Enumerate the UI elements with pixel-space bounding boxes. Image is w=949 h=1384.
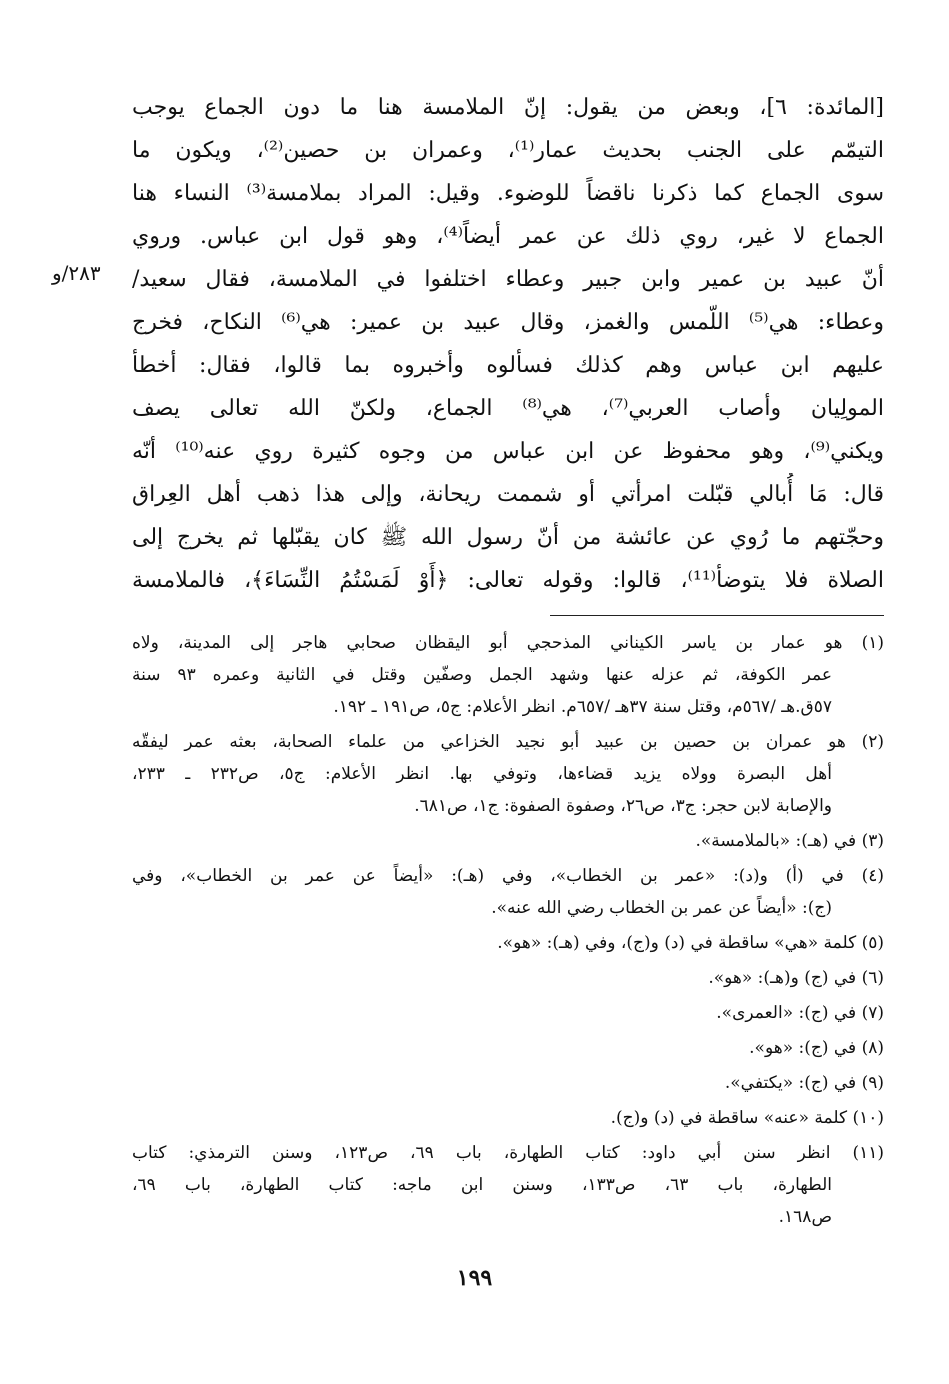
footnote-continuation: عمر الكوفة، ثم عزله عنها وشهد الجمل وصفّين وقتل في الثانية وعمره ٩٣ سنة: [132, 665, 832, 685]
footnote-continuation: الطهارة، باب ٦٣، ص١٣٣، وسنن ابن ماجه: كتاب الطهارة، باب ٦٩،: [132, 1175, 832, 1195]
text-line: وحجّتهم ما رُوي عن عائشة من أنّ رسول الله ﷺ كان يقبّلها ثم يخرج إلى: [132, 525, 884, 550]
manuscript-folio-note: ٢٨٣/و: [52, 261, 101, 285]
footnote-continuation: والإصابة لابن حجر: ج٣، ص٢٦، وصفوة الصفوة: ج١، ص٦٨١.: [414, 796, 832, 816]
footnote-continuation: ص١٦٨.: [778, 1207, 832, 1227]
footnote-continuation: ٥٧ق.هـ /٥٦٧م، وقتل سنة ٣٧هـ /٦٥٧م. انظر الأعلام: ج٥، ص١٩١ ـ ١٩٢.: [333, 697, 832, 717]
main-text: [132, 86, 884, 602]
text-line: قال: مَا أُبالي قبّلت امرأتي أو شممت ريحانة، وإلى هذا ذهب أهل العِراق: [132, 482, 884, 507]
footnote-separator: [550, 615, 884, 616]
footnote-continuation: أهل البصرة وولاه يزيد قضاءها، وتوفي بها. انظر الأعلام: ج٥، ص٢٣٢ ـ ٢٣٣،: [132, 764, 832, 784]
text-line: وعطاء: هي⁽⁵⁾ اللّمس والغمز، وقال عبيد بن عمير: هي⁽⁶⁾ النكاح، فخرج: [132, 310, 884, 335]
footnote: (١١) انظر سنن أبي داود: كتاب الطهارة، باب ٦٩، ص١٢٣، وسنن الترمذي: كتاب: [132, 1143, 884, 1163]
footnote: (٧) في (ج): «العمرى».: [716, 1003, 884, 1023]
footnote: (٨) في (ج): «هو».: [749, 1038, 884, 1058]
footnote: (٩) في (ج): «يكتفي».: [724, 1073, 884, 1093]
footnote: (٦) في (ج) و(هـ): «هو».: [708, 968, 884, 988]
text-line: أنّ عبيد بن عمير وابن جبير وعطاء اختلفوا في الملامسة، فقال سعيد/: [132, 267, 884, 292]
text-line: ويكني⁽⁹⁾، وهو محفوظ عن ابن عباس من وجوه كثيرة روي عنه⁽¹⁰⁾ أنّه: [132, 439, 884, 464]
footnote: (٢) هو عمران بن حصين بن عبيد أبو نجيد الخزاعي من علماء الصحابة، بعثه عمر ليفقّه: [132, 732, 884, 752]
footnote: (١٠) كلمة «عنه» ساقطة في (د) و(ج).: [610, 1108, 884, 1128]
text-line: [المائدة: ٦]، وبعض من يقول: إنّ الملامسة هنا ما دون الجماع يوجب: [132, 95, 884, 120]
footnote: (٥) كلمة «هي» ساقطة في (د) و(ج)، وفي (هـ): «هو».: [497, 933, 884, 953]
footnote: (١) هو عمار بن ياسر الكيناني المذحجي أبو اليقظان صحابي هاجر إلى المدينة، ولاه: [132, 633, 884, 653]
text-line: المولِيان وأصاب العربي⁽⁷⁾، هي⁽⁸⁾ الجماع، ولكنّ الله تعالى يصف: [132, 396, 884, 421]
text-line: الصلاة فلا يتوضأ⁽¹¹⁾، قالوا: وقوله تعالى: ﴿أَوْ لَمَسْتُمُ النِّسَاءَ﴾، فالملامسة: [132, 568, 884, 593]
text-line: عليهم ابن عباس وهم كذلك فسألوه وأخبروه بما قالوا، فقال: أخطأ: [132, 353, 884, 378]
page-number: ١٩٩: [456, 1265, 493, 1291]
footnote: (٣) في (هـ): «بالملامسة».: [695, 831, 884, 851]
footnotes: [132, 627, 884, 1233]
footnote: (٤) في (أ) و(د): «عمر بن الخطاب»، وفي (هـ): «أيضاً عن عمر بن الخطاب»، وفي: [132, 866, 884, 886]
text-line: التيمّم على الجنب بحديث عمار⁽¹⁾، وعمران بن حصين⁽²⁾، ويكون ما: [132, 138, 884, 163]
footnote-continuation: (ج): «أيضاً عن عمر بن الخطاب رضي الله عنه».: [491, 898, 832, 918]
text-line: سوى الجماع كما ذكرنا ناقضاً للوضوء. وقيل: المراد بملامسة⁽³⁾ النساء هنا: [132, 181, 884, 206]
text-line: الجماع لا غير، روي ذلك عن عمر أيضاً⁽⁴⁾، وهو قول ابن عباس. وروي: [132, 224, 884, 249]
